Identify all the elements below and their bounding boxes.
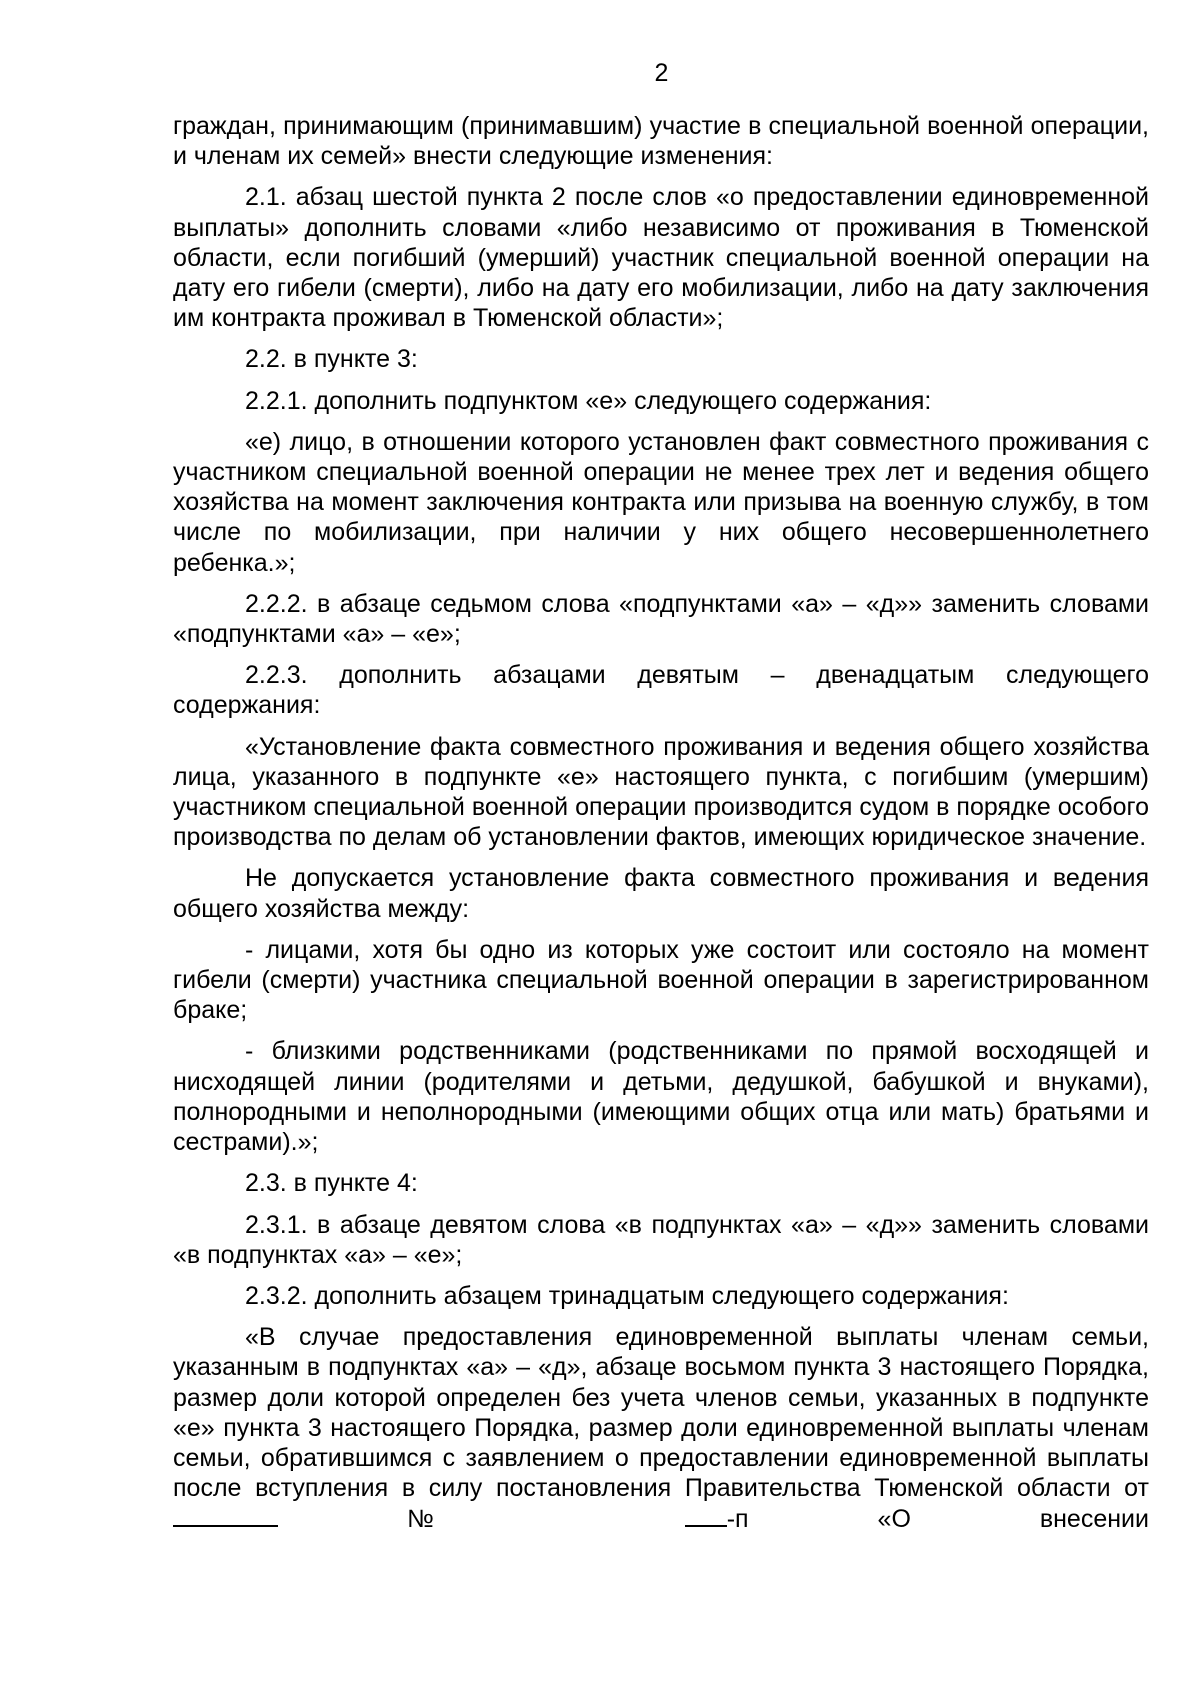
paragraph-2-2: 2.2. в пункте 3: bbox=[245, 345, 418, 374]
page-number: 2 bbox=[654, 59, 669, 87]
number-blank bbox=[685, 1503, 727, 1527]
paragraph-list-item-relatives: - близкими родственниками (родственниками по прямой восходящей и нисходящей линии (родителями и детьми, дедушкой, бабушкой и внуками), полнородными и неполнородными (имеющими общих отца или мать) братьями и сестрами).»; bbox=[173, 1037, 1149, 1157]
amendment-title-start: -п «О внесении bbox=[726, 1505, 1149, 1534]
amendment-text: «В случае предоставления единовременной выплаты членам семьи, указанным в подпунктах «а» – «д», абзаце восьмом пункта 3 настоящего Порядка, размер доли которой определен без учета членов семьи, указанных в подпункте «е» пункта 3 настоящего Порядка, размер доли единовременной выплаты членам семьи, обратившимся с заявлением о предоставлении единовременной выплаты после вступления в силу постановления Правительства Тюменской области от bbox=[173, 1323, 1149, 1503]
paragraph-not-allowed: Не допускается установление факта совместного проживания и ведения общего хозяйства между: bbox=[173, 864, 1149, 923]
paragraph-2-2-2: 2.2.2. в абзаце седьмом слова «подпунктами «а» – «д»» заменить словами «подпунктами «а» – «е»; bbox=[173, 589, 1149, 649]
paragraph-subitem-e: «е) лицо, в отношении которого установлен факт совместного проживания с участником специальной военной операции не менее трех лет и ведения общего хозяйства на момент заключения контракта или призыва на военную службу, в том числе по мобилизации, при наличии у них общего несовершеннолетнего ребенка.»; bbox=[173, 427, 1149, 577]
document-body bbox=[173, 111, 1149, 1535]
paragraph-intro: граждан, принимающим (принимавшим) участие в специальной военной операции, и членам их семей» внести следующие изменения: bbox=[173, 112, 1149, 171]
paragraph-fact-establishment: «Установление факта совместного проживания и ведения общего хозяйства лица, указанного в подпункте «е» настоящего пункта, с погибшим (умершим) участником специальной военной операции производится судом в порядке особого производства по делам об установлении фактов, имеющих юридическое значение. bbox=[173, 732, 1149, 852]
paragraph-2-1: 2.1. абзац шестой пункта 2 после слов «о предоставлении единовременной выплаты» дополнить словами «либо независимо от проживания в Тюменской области, если погибший (умерший) участник специальной военной операции на дату его гибели (смерти), либо на дату его мобилизации, либо на дату заключения им контракта проживал в Тюменской области»; bbox=[173, 183, 1149, 333]
paragraph-2-3-2: 2.3.2. дополнить абзацем тринадцатым следующего содержания: bbox=[245, 1281, 1009, 1310]
paragraph-list-item-married: - лицами, хотя бы одно из которых уже состоит или состояло на момент гибели (смерти) участника специальной военной операции в зарегистрированном браке; bbox=[173, 935, 1149, 1025]
paragraph-amendment-quote bbox=[173, 1322, 1149, 1534]
paragraph-2-3: 2.3. в пункте 4: bbox=[245, 1169, 418, 1198]
paragraph-2-2-1: 2.2.1. дополнить подпунктом «е» следующего содержания: bbox=[245, 386, 932, 415]
date-blank bbox=[173, 1503, 278, 1527]
paragraph-2-2-3: 2.2.3. дополнить абзацами девятым – двенадцатым следующего содержания: bbox=[173, 661, 1149, 720]
paragraph-2-3-1: 2.3.1. в абзаце девятом слова «в подпунктах «а» – «д»» заменить словами «в подпунктах «а» – «е»; bbox=[173, 1210, 1149, 1269]
number-sign: № bbox=[406, 1505, 556, 1534]
